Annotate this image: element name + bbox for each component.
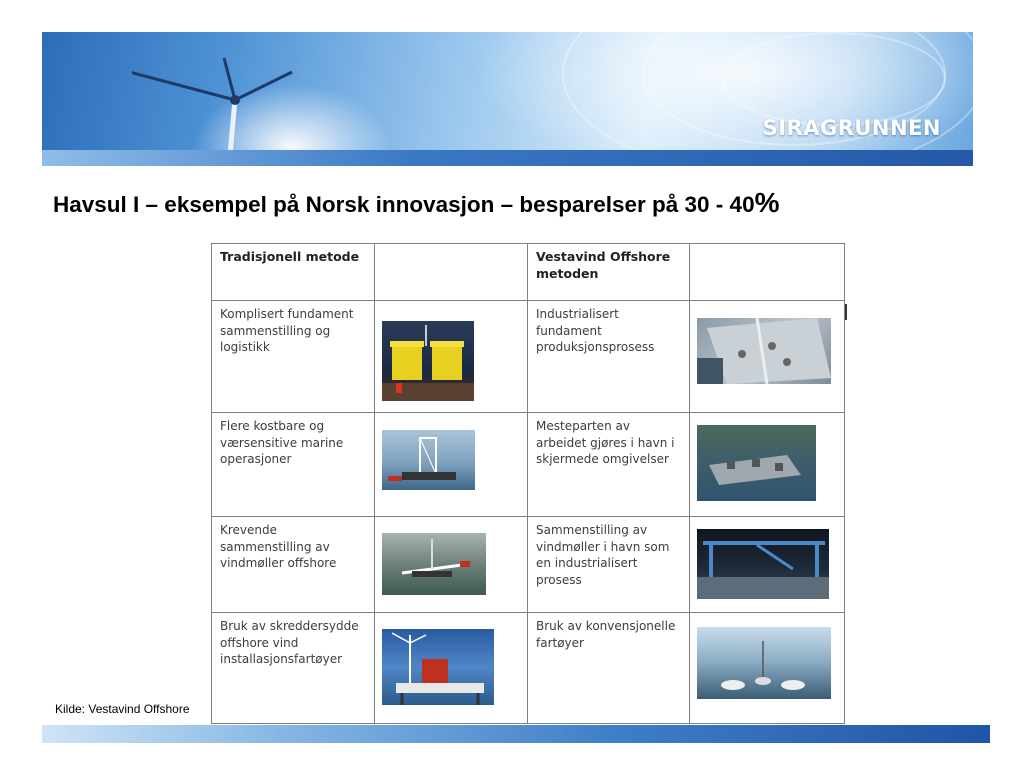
cell-vestavind xyxy=(528,413,690,517)
foundation-assembly-image xyxy=(382,321,474,401)
header-banner xyxy=(42,32,973,166)
page-title-text: Havsul I – eksempel på Norsk innovasjon – besparelser på 30 - 40 xyxy=(53,192,755,217)
footer-band xyxy=(42,725,990,743)
brand-logo-text: SIRAGRUNNEN xyxy=(762,116,941,140)
row-text-traditional: Bruk av skreddersydde offshore vind installasjonsfartøyer xyxy=(220,619,359,666)
production-facility-drawing xyxy=(697,318,831,384)
cell-image xyxy=(375,413,528,517)
row-text-traditional: Komplisert fundament sammenstilling og logistikk xyxy=(220,307,354,354)
cell-image xyxy=(375,517,528,613)
cell-image xyxy=(690,517,845,613)
row-text-vestavind: Mesteparten av arbeidet gjøres i havn i skjermede omgivelser xyxy=(536,419,675,466)
row-text-vestavind: Industrialisert fundament produksjonsprosess xyxy=(536,307,655,354)
cell-traditional xyxy=(212,413,375,517)
page-title xyxy=(53,187,993,219)
row-text-vestavind: Sammenstilling av vindmøller i havn som en industrialisert prosess xyxy=(536,523,670,587)
installation-vessel-image xyxy=(382,629,494,705)
table-row xyxy=(212,413,845,517)
cell-image xyxy=(375,613,528,724)
cell-traditional xyxy=(212,517,375,613)
table-row xyxy=(212,517,845,613)
wind-turbine-image xyxy=(132,32,432,166)
harbour-render-image xyxy=(697,425,816,501)
cell-vestavind xyxy=(528,301,690,413)
header-traditional: Tradisjonell metode xyxy=(220,249,360,264)
cell-traditional xyxy=(212,301,375,413)
header-cell-empty xyxy=(690,244,845,301)
cell-vestavind xyxy=(528,517,690,613)
table-row xyxy=(212,301,845,413)
offshore-assembly-image xyxy=(382,533,486,595)
conventional-vessels-drawing xyxy=(697,627,831,699)
banner-swirl xyxy=(722,32,946,126)
cell-traditional xyxy=(212,613,375,724)
comparison-table xyxy=(211,243,845,724)
row-text-traditional: Krevende sammenstilling av vindmøller offshore xyxy=(220,523,337,570)
table-header-row xyxy=(212,244,845,301)
cell-image xyxy=(690,301,845,413)
harbour-assembly-drawing xyxy=(697,529,829,599)
offshore-assembly-drawing xyxy=(382,533,486,595)
row-text-traditional: Flere kostbare og værsensitive marine operasjoner xyxy=(220,419,344,466)
row-text-vestavind: Bruk av konvensjonelle fartøyer xyxy=(536,619,676,650)
conventional-vessels-image xyxy=(697,627,831,699)
harbour-assembly-render-image xyxy=(697,529,829,599)
cell-vestavind xyxy=(528,613,690,724)
marine-operation-drawing xyxy=(382,430,475,490)
harbour-render-drawing xyxy=(697,425,816,501)
table-row xyxy=(212,613,845,724)
banner-stripe xyxy=(42,150,973,166)
stray-mark xyxy=(845,304,847,320)
page-title-percent: % xyxy=(754,187,780,218)
header-cell-vestavind xyxy=(528,244,690,301)
marine-operation-image xyxy=(382,430,475,490)
source-citation: Kilde: Vestavind Offshore xyxy=(55,702,190,716)
header-cell-empty xyxy=(375,244,528,301)
cell-image xyxy=(375,301,528,413)
production-facility-render-image xyxy=(697,318,831,384)
cell-image xyxy=(690,413,845,517)
header-vestavind: Vestavind Offshore metoden xyxy=(536,249,671,281)
cell-image xyxy=(690,613,845,724)
installation-vessel-drawing xyxy=(382,629,494,705)
foundation-assembly-drawing xyxy=(382,321,474,401)
header-cell-traditional xyxy=(212,244,375,301)
